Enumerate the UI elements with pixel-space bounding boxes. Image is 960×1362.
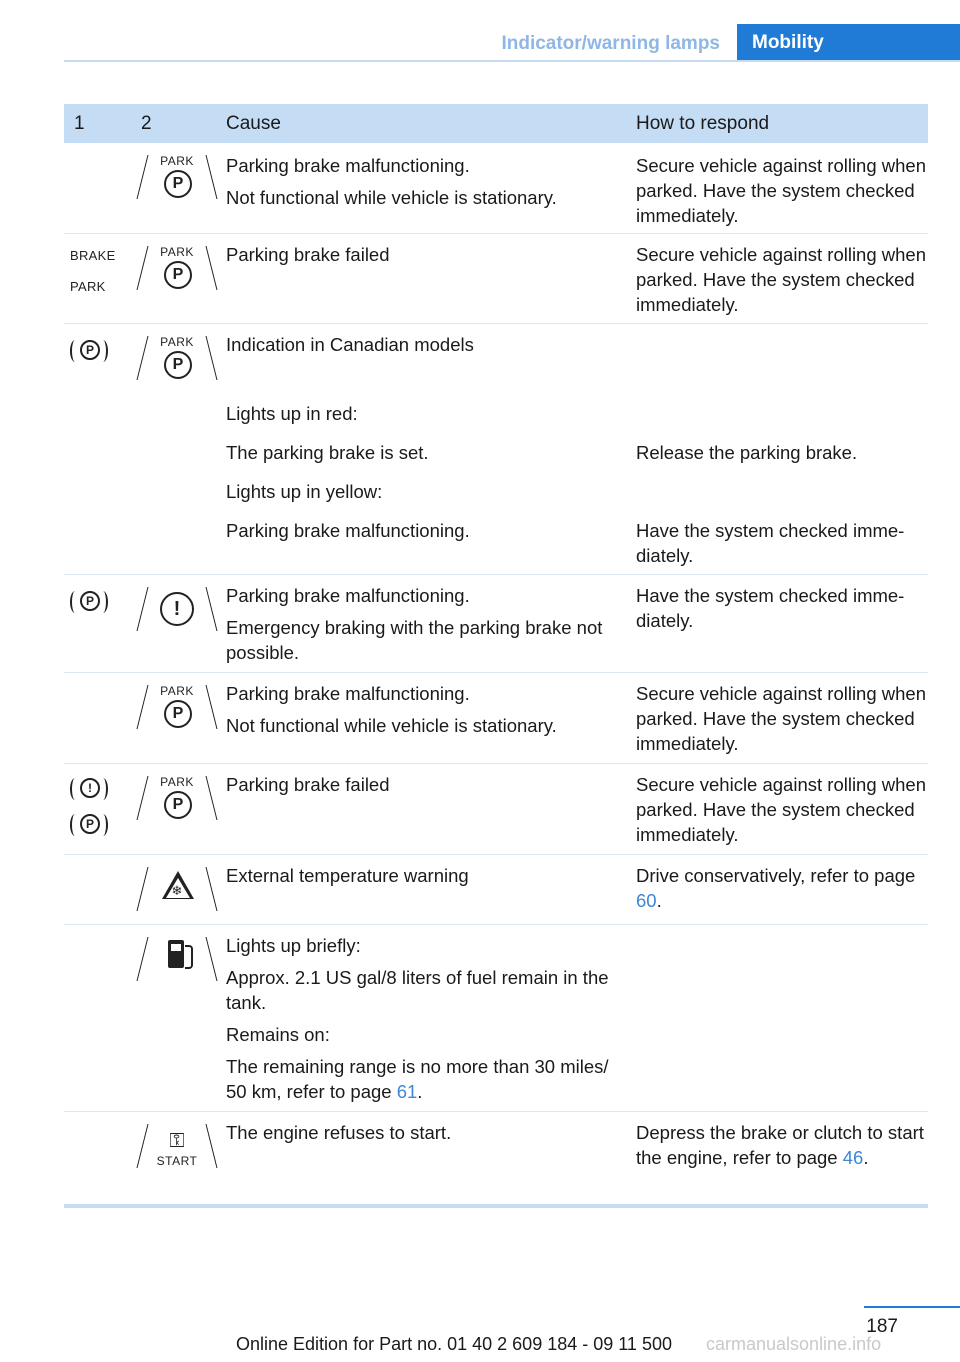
respond-cell: Drive conservatively, refer to page 60. <box>636 865 916 911</box>
ice-warning-triangle-icon: ❄ <box>140 865 214 913</box>
table-row <box>64 143 928 234</box>
park-brake-lamp-icon: PARK P <box>140 153 214 201</box>
park-brake-lamp-icon: PARK P <box>140 774 214 822</box>
page-link[interactable]: 61 <box>396 1081 418 1102</box>
park-brake-lamp-icon: PARK P <box>140 334 214 382</box>
cause-cell: Parking brake failed <box>226 774 390 795</box>
table-row: P ! Parking brake malfunctioning. Emergency braking with the parking brake not possible. Have the system checked imme‐diately. <box>64 575 928 673</box>
table-row <box>64 925 928 1112</box>
table-row: ! P PARK P Parking brake failed Secure vehicle against rolling when parked. Have the system checked immediately. <box>64 764 928 855</box>
footer-rule <box>864 1306 960 1308</box>
respond-cell: Secure vehicle against rolling when parked. Have the system checked immediately. <box>636 155 927 226</box>
table-row: BRAKE PARK PARK P Parking brake failed Secure vehicle against rolling when parked. Have the system checked immediately. <box>64 234 928 324</box>
header-chapter-tab: Mobility <box>737 24 960 62</box>
start-key-lamp-icon: ⚿ START <box>140 1122 214 1170</box>
page-link[interactable]: 60 <box>636 890 657 911</box>
table-header <box>64 104 928 143</box>
watermark: carmanualsonline.info <box>706 1334 882 1354</box>
cause-cell: External temperature warning <box>226 865 469 886</box>
cause-cell: The engine refuses to start. <box>226 1122 452 1143</box>
respond-cell: Secure vehicle against rolling when parked. Have the system checked immediately. <box>636 774 927 845</box>
respond-cell: Depress the brake or clutch to start the engine, refer to page 46. <box>636 1122 924 1168</box>
respond-cell: Have the system checked imme‐diately. <box>636 585 905 631</box>
cause-cell: Parking brake malfunctioning. Not functional while vehicle is stationary. <box>226 683 557 736</box>
respond-cell: Secure vehicle against rolling when parked. Have the system checked immediately. <box>636 244 927 315</box>
park-brake-lamp-icon: PARK P <box>140 683 214 731</box>
cause-cell: Parking brake malfunctioning. Not functional while vehicle is stationary. <box>226 155 557 208</box>
table-row: P PARK P Indication in Canadian models Lights up in red: The parking brake is set. Lights up in yellow: Parking brake malfunctioning. Release the parking brake. Have the system checked imme‐diately. <box>64 324 928 575</box>
table-row <box>64 1112 928 1204</box>
column-header-2: 2 <box>141 113 152 134</box>
column-header-1: 1 <box>74 113 85 134</box>
page-link[interactable]: 46 <box>842 1147 864 1168</box>
page-number: 187 <box>866 1316 898 1337</box>
edition-text: Online Edition for Part no. 01 40 2 609 184 - 09 11 500 <box>236 1334 672 1354</box>
header-rule <box>64 60 960 62</box>
cause-cell: Lights up briefly: Approx. 2.1 US gal/8 liters of fuel remain in the tank. Remains on: The remaining range is no more than 30 miles/ 50 km, refer to page 61. <box>226 935 609 1102</box>
park-brake-lamp-icon: PARK P <box>140 244 214 292</box>
column-header-respond: How to respond <box>636 113 770 134</box>
respond-cell: Secure vehicle against rolling when parked. Have the system checked immediately. <box>636 683 927 754</box>
cause-cell: Parking brake malfunctioning. Emergency braking with the parking brake not possible. <box>226 585 603 663</box>
header-section-title: Indicator/warning lamps <box>501 33 720 54</box>
table-row <box>64 673 928 764</box>
fuel-pump-icon <box>140 935 214 983</box>
exclamation-lamp-icon: ! <box>140 585 214 633</box>
indicator-table <box>64 104 928 1208</box>
column-header-cause: Cause <box>226 113 281 134</box>
table-row <box>64 855 928 925</box>
table-bottom-rule <box>64 1204 928 1208</box>
cause-cell: Parking brake failed <box>226 244 390 265</box>
